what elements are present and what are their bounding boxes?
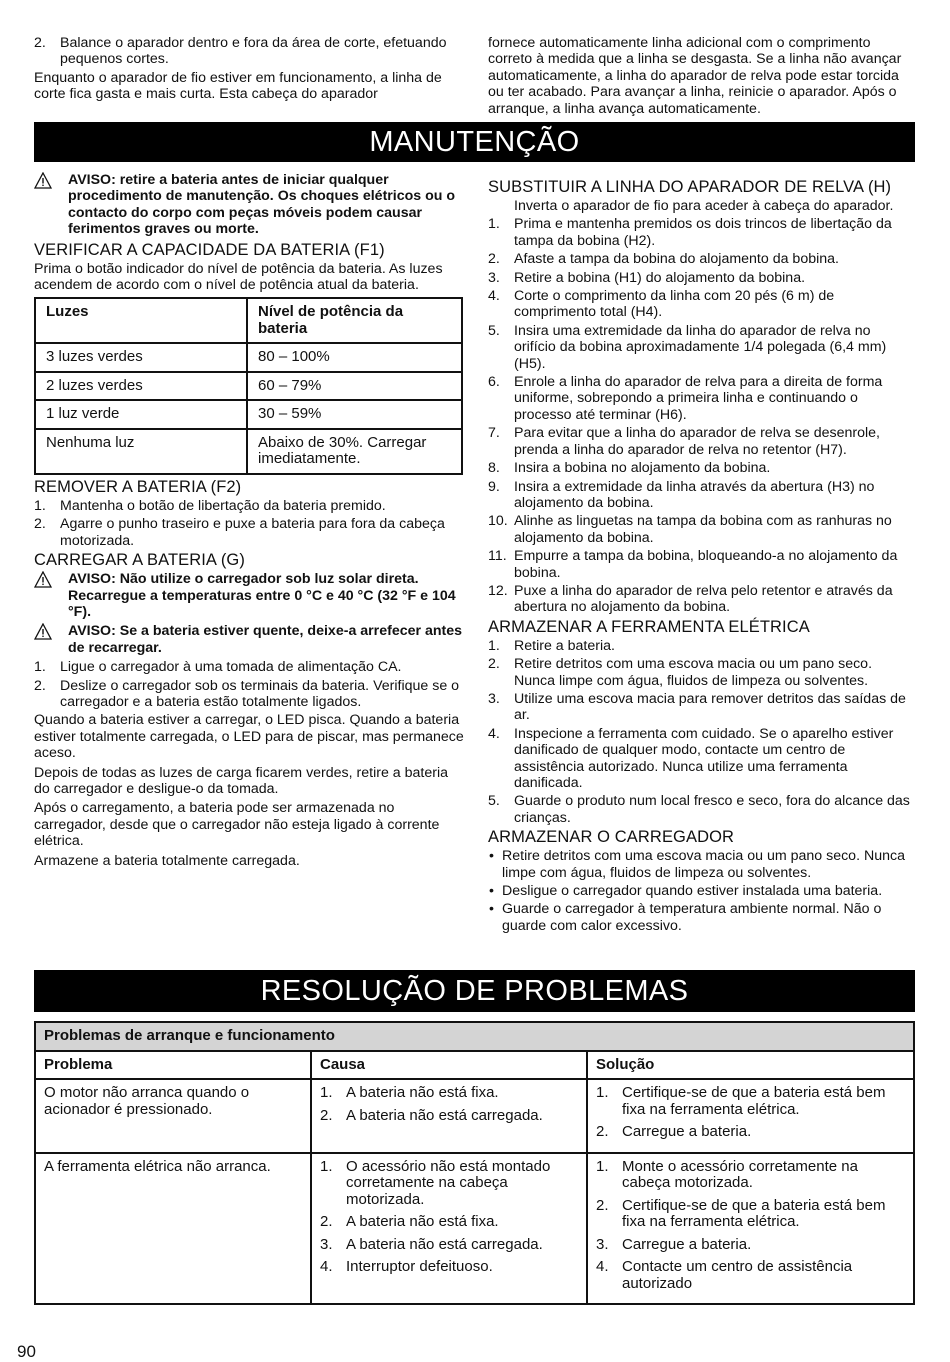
solution-cell (587, 1153, 914, 1305)
cause-cell (311, 1079, 587, 1153)
item-text: Deslize o carregador sob os terminais da bateria. Verifique se o carregador e a bateria estão totalmente ligados. (60, 677, 460, 710)
item-number: 11. (488, 548, 507, 565)
section-banner-troubleshooting: RESOLUÇÃO DE PROBLEMAS (34, 970, 915, 1012)
left-column (34, 172, 464, 872)
item-text: Ligue o carregador à uma tomada de alimentação CA. (60, 659, 402, 676)
item-number: 5. (488, 322, 500, 339)
item-text: Insira a bobina no alojamento da bobina. (514, 460, 771, 477)
list-item (488, 793, 916, 826)
table-cell: 2 luzes verdes (35, 372, 247, 401)
item-number: 3. (596, 1235, 609, 1253)
warning-text: AVISO: retire a bateria antes de iniciar qualquer procedimento de manutenção. Os choques elétricos ou o contacto do corpo com peças móveis podem causar ferimentos graves ou morte. (68, 172, 456, 238)
list-item (488, 460, 916, 476)
problem-cell: A ferramenta elétrica não arranca. (35, 1153, 311, 1305)
item-text: Desligue o carregador quando estiver instalada uma bateria. (502, 883, 883, 900)
list-item (34, 678, 464, 711)
table-cell: 30 – 59% (247, 400, 462, 429)
item-number: 10. (488, 513, 508, 530)
list-item (488, 374, 916, 423)
store-tool-list (488, 638, 916, 826)
table-cell: 1 luz verde (35, 400, 247, 429)
item-number: 1. (488, 216, 500, 233)
table-header-cell: Solução (587, 1051, 914, 1080)
paragraph: fornece automaticamente linha adicional com o comprimento correto à medida que a linha se desgasta. Se a linha não avançar automaticamente, a linha do aparador de relva pode estar torcida ou ter acabado. Para avançar a linha, reinicie o aparador. Após o arranque, a linha avança automaticamente. (488, 35, 902, 117)
list-item (488, 270, 916, 286)
paragraph: Após o carregamento, a bateria pode ser armazenada no carregador, desde que o carregador não esteja ligado à corrente elétrica. (34, 800, 440, 850)
item-text: Afaste a tampa da bobina do alojamento da bobina. (514, 251, 839, 268)
item-number: 9. (488, 478, 500, 495)
warning-block (34, 172, 464, 238)
item-text: Retire detritos com uma escova macia ou um pano seco. Nunca limpe com água, fluidos de limpeza ou solventes. (514, 656, 873, 689)
table-row (35, 1153, 914, 1305)
paragraph: Quando a bateria estiver a carregar, o LED pisca. Quando a bateria estiver totalmente carregada, o LED para de piscar, mas permanece aceso. (34, 712, 464, 762)
item-text: Guarde o produto num local fresco e seco, fora do alcance das crianças. (514, 793, 910, 826)
item-text: Carregue a bateria. (622, 1235, 752, 1253)
item-text: Certifique-se de que a bateria está bem fixa na ferramenta elétrica. (622, 1196, 886, 1230)
list-item (488, 656, 916, 689)
list-item (488, 848, 916, 881)
item-number: 4. (596, 1258, 609, 1275)
item-number: 2. (488, 251, 500, 268)
item-text: Utilize uma escova macia para remover detritos das saídas de ar. (514, 690, 906, 724)
item-text: Guarde o carregador à temperatura ambiente normal. Não o guarde com calor excessivo. (502, 901, 882, 934)
item-text: Empurre a tampa da bobina, bloqueando-a no alojamento da bobina. (514, 548, 898, 581)
item-text: Insira a extremidade da linha através da abertura (H3) no alojamento da bobina. (514, 478, 875, 511)
list-item (488, 638, 916, 654)
list-item (488, 288, 916, 321)
list-item (596, 1237, 905, 1254)
list-item (488, 425, 916, 458)
item-number: 2. (320, 1213, 333, 1230)
list-item (488, 548, 916, 581)
heading-store-tool: ARMAZENAR A FERRAMENTA ELÉTRICA (488, 617, 810, 636)
item-number: 1. (596, 1157, 609, 1175)
battery-level-table (34, 297, 463, 475)
item-text: A bateria não está fixa. (346, 1084, 499, 1101)
item-text: Retire a bobina (H1) do alojamento da bobina. (514, 269, 806, 286)
paragraph: Prima o botão indicador do nível de potência da bateria. As luzes acendem de acordo com o nível de potência atual da bateria. (34, 260, 443, 294)
item-number: 3. (488, 690, 500, 707)
item-number: 2. (34, 516, 46, 533)
warning-icon (34, 623, 52, 640)
table-row (35, 343, 462, 372)
item-text: A bateria não está carregada. (346, 1106, 543, 1124)
warning-block (34, 571, 464, 620)
list-item (34, 659, 464, 675)
item-number: 1. (34, 659, 46, 676)
item-text: Alinhe as linguetas na tampa da bobina com as ranhuras no alojamento da bobina. (514, 513, 892, 546)
top-right-column (488, 35, 915, 120)
list-item (488, 726, 916, 792)
item-text: Balance o aparador dentro e fora da área de corte, efetuando pequenos cortes. (60, 35, 447, 68)
warning-icon (34, 172, 52, 189)
item-number: 1. (596, 1084, 609, 1101)
table-cell: 60 – 79% (247, 372, 462, 401)
table-row (35, 429, 462, 474)
list-item (596, 1085, 905, 1118)
cause-cell (311, 1153, 587, 1305)
item-number: 2. (34, 35, 46, 51)
item-number: 2. (320, 1106, 333, 1124)
top-left-column (34, 35, 461, 106)
paragraph: Depois de todas as luzes de carga ficarem verdes, retire a bateria do carregador e desligue-o da tomada. (34, 764, 449, 798)
item-number: 6. (488, 374, 500, 391)
section-banner-manutencao: MANUTENÇÃO (34, 122, 915, 162)
item-text: Puxe a linha do aparador de relva pelo retentor e através da abertura no alojamento da bobina. (514, 582, 893, 616)
list-item (488, 691, 916, 724)
item-text: Corte o comprimento da linha com 20 pés (6 m) de comprimento total (H4). (514, 288, 835, 321)
item-number: 1. (320, 1157, 333, 1175)
item-number: 2. (34, 677, 46, 694)
item-number: 2. (488, 656, 500, 673)
item-text: Inspecione a ferramenta com cuidado. Se o aparelho estiver danificado de qualquer modo, contacte um centro de assistência autorizado. Nunca utilize uma ferramenta danificada. (514, 725, 894, 791)
list-item (488, 883, 916, 899)
item-text: Interruptor defeituoso. (346, 1258, 493, 1275)
list-item (320, 1085, 578, 1102)
list-item (488, 323, 916, 372)
list-item (34, 498, 464, 514)
warning-text: AVISO: Não utilize o carregador sob luz solar direta. Recarregue a temperaturas entre 0 °C e 40 °C (32 °F e 104 °F). (68, 571, 456, 620)
table-caption-row (35, 1022, 914, 1051)
list-item (320, 1237, 578, 1254)
list-item (488, 479, 916, 512)
list-item (320, 1108, 578, 1125)
item-text: Mantenha o botão de libertação da bateria premido. (60, 497, 386, 514)
list-item (34, 516, 464, 549)
table-header-cell: Causa (311, 1051, 587, 1080)
solution-cell (587, 1079, 914, 1153)
heading-verify-battery: VERIFICAR A CAPACIDADE DA BATERIA (F1) (34, 240, 385, 259)
item-number: 1. (320, 1084, 333, 1101)
solution-list (596, 1159, 905, 1293)
table-cell: 80 – 100% (247, 343, 462, 372)
charge-battery-list (34, 659, 464, 710)
paragraph: Inverta o aparador de fio para aceder à cabeça do aparador. (514, 198, 894, 214)
right-column (488, 176, 916, 936)
remove-battery-list (34, 498, 464, 549)
item-text: A bateria não está carregada. (346, 1235, 543, 1253)
list-item (320, 1214, 578, 1231)
warning-text: AVISO: Se a bateria estiver quente, deixe-a arrefecer antes de recarregar. (68, 623, 463, 656)
heading-remove-battery: REMOVER A BATERIA (F2) (34, 477, 242, 496)
item-text: Retire detritos com uma escova macia ou um pano seco. Nunca limpe com água, fluidos de limpeza ou solventes. (502, 848, 905, 881)
item-text: Insira uma extremidade da linha do aparador de relva no orifício da bobina aproximadamente 1/4 polegada (6,4 mm) (H5). (514, 322, 887, 372)
bullet: • (489, 883, 494, 900)
item-number: 4. (320, 1258, 333, 1275)
item-number: 4. (488, 725, 500, 742)
item-number: 2. (596, 1196, 609, 1214)
table-header-cell: Luzes (35, 298, 247, 343)
table-header-cell: Problema (35, 1051, 311, 1080)
paragraph: Armazene a bateria totalmente carregada. (34, 852, 300, 869)
warning-icon (34, 571, 52, 588)
item-text: Contacte um centro de assistência autorizado (622, 1258, 853, 1292)
item-number: 12. (488, 582, 508, 599)
item-text: Agarre o punho traseiro e puxe a bateria para fora da cabeça motorizada. (60, 516, 445, 549)
item-text: Prima e mantenha premidos os dois trincos de libertação da tampa da bobina (H2). (514, 216, 892, 249)
list-item (488, 251, 916, 267)
item-number: 7. (488, 425, 500, 442)
solution-list (596, 1085, 905, 1141)
list-item (488, 513, 916, 546)
list-item (488, 901, 916, 934)
table-header-row (35, 298, 462, 343)
bullet: • (489, 848, 494, 865)
table-header-cell: Nível de potência da bateria (247, 298, 462, 343)
item-text: Certifique-se de que a bateria está bem fixa na ferramenta elétrica. (622, 1084, 886, 1118)
problem-cell: O motor não arranca quando o acionador é pressionado. (35, 1079, 311, 1153)
list-item (596, 1124, 905, 1141)
item-number: 2. (596, 1123, 609, 1140)
item-number: 1. (34, 497, 46, 514)
replace-line-list (488, 216, 916, 615)
list-item (596, 1159, 905, 1192)
table-row (35, 400, 462, 429)
page-number: 90 (17, 1342, 36, 1361)
warning-block (34, 623, 464, 656)
table-row (35, 1079, 914, 1153)
table-cell: 3 luzes verdes (35, 343, 247, 372)
list-item (596, 1259, 905, 1292)
paragraph: Enquanto o aparador de fio estiver em funcionamento, a linha de corte fica gasta e mais curta. Esta cabeça do aparador (34, 69, 442, 103)
cause-list (320, 1159, 578, 1276)
item-number: 3. (320, 1235, 333, 1253)
item-text: Enrole a linha do aparador de relva para a direita de forma uniforme, sobrepondo a primeira linha e continuando o processo até terminar (H6). (514, 374, 883, 423)
list-item (596, 1198, 905, 1231)
item-number: 5. (488, 793, 500, 810)
table-row (35, 372, 462, 401)
list-item (488, 583, 916, 616)
cause-list (320, 1085, 578, 1124)
troubleshooting-table (34, 1021, 915, 1305)
table-caption: Problemas de arranque e funcionamento (35, 1022, 914, 1051)
list-item (34, 35, 461, 68)
item-number: 4. (488, 288, 500, 305)
item-text: Para evitar que a linha do aparador de relva se desenrole, prenda a linha do aparador de relva no retentor (H7). (514, 425, 880, 458)
table-cell: Abaixo de 30%. Carregar imediatamente. (247, 429, 462, 474)
list-item (320, 1259, 578, 1276)
item-text: A bateria não está fixa. (346, 1213, 499, 1230)
table-header-row (35, 1051, 914, 1080)
heading-charge-battery: CARREGAR A BATERIA (G) (34, 551, 245, 570)
list-item (320, 1159, 578, 1209)
item-text: Monte o acessório corretamente na cabeça motorizada. (622, 1157, 858, 1191)
top-left-list (34, 35, 461, 68)
heading-replace-line: SUBSTITUIR A LINHA DO APARADOR DE RELVA (H) (488, 178, 892, 196)
list-item (488, 216, 916, 249)
item-text: Carregue a bateria. (622, 1123, 752, 1140)
table-cell: Nenhuma luz (35, 429, 247, 474)
bullet: • (489, 901, 494, 918)
heading-store-charger: ARMAZENAR O CARREGADOR (488, 828, 735, 847)
item-text: Retire a bateria. (514, 637, 615, 654)
item-number: 3. (488, 269, 500, 286)
item-text: O acessório não está montado corretamente na cabeça motorizada. (346, 1157, 551, 1208)
item-number: 8. (488, 460, 500, 477)
store-charger-list (488, 848, 916, 934)
item-number: 1. (488, 637, 500, 654)
